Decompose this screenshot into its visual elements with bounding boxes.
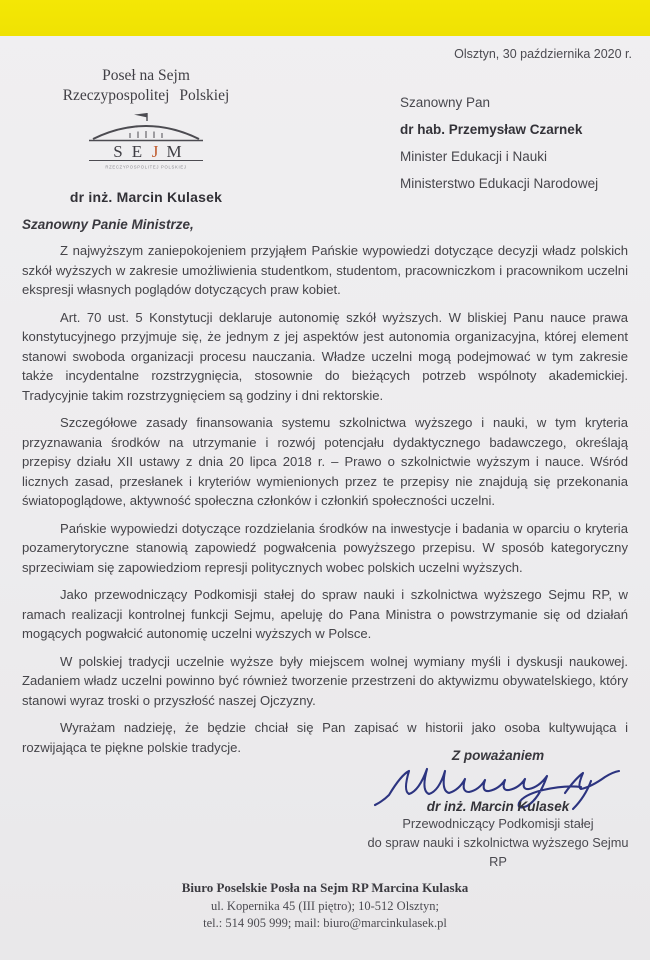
footer-contact: tel.: 514 905 999; mail: biuro@marcinkulasek.pl [203,916,447,930]
recipient-title2: Ministerstwo Edukacji Narodowej [400,176,599,191]
paragraph: Jako przewodniczący Podkomisji stałej do spraw nauki i szkolnictwa wyższego Sejmu RP, w ramach realizacji kontrolnej funkcji Sejmu, apeluję do Pana Ministra o powstrzymanie się od działań mogących pogwałcić autonomię uczelni wyższych w Polsce. [22,587,628,641]
footer-address: ul. Kopernika 45 (III piętro); 10-512 Olsztyn; [210,899,440,913]
recipient-salutation: Szanowny Pan [400,95,491,110]
sender-title [28,66,264,106]
paragraph: Pańskie wypowiedzi dotyczące rozdzielania środków na inwestycje i badania w oparciu o kryteria pozamerytoryczne stanowią zapowiedź pogwałcenia powyższego przepisu. W sposób kategoryczny sprzeciwiam się zapowiedziom represji politycznych wobec polskich uczelni wyższych. [22,520,628,575]
letter-body [22,241,628,765]
signer-title-line1: Przewodniczący Podkomisji stałej [402,816,594,831]
valediction: Z poważaniem [451,748,545,763]
paragraph: Art. 70 ust. 5 Konstytucji deklaruje autonomię szkół wyższych. W bliskiej Panu nauce prawa konstytucyjnego przyjmuje się, że jednym z jej aspektów jest autonomia organizacyjna, której element stanowi swoboda organizacji procesu nauczania. Władze uczelni mogą podejmować w tym zakresie także incydentalne rozstrzygnięcia, stosownie do bieżących potrzeb wspólnoty akademickiej. Tradycyjnie takim rozstrzygnięciem są godziny i dni rektorskie. [22,309,628,403]
logo-letter-s: S [113,142,123,161]
sejm-logo-icon [80,110,212,172]
footer-office-name: Biuro Poselskie Posła na Sejm RP Marcina Kulaska [181,880,469,895]
date-line: Olsztyn, 30 października 2020 r. [454,47,632,61]
signer-title-line2: do spraw nauki i szkolnictwa wyższego Sejmu RP [367,835,629,869]
sender-title-line1: Poseł na Sejm [102,67,190,84]
closing-block [360,748,636,871]
logo-letter-j: J [151,142,159,161]
sender-name: dr inż. Marcin Kulasek [69,189,223,205]
recipient-block [400,96,640,204]
sender-title-line2: Rzeczypospolitej Polskiej [62,87,230,104]
paragraph: W polskiej tradycji uczelnie wyższe były miejscem wolnej wymiany myśli i dyskusji naukowej. Zadaniem władz uczelni powinno być również tworzenie przestrzeni do aktywizmu obywatelskiego, który stanowi wyraz troski o przyszłość naszej Ojczyzny. [22,653,628,708]
paragraph: Z najwyższym zaniepokojeniem przyjąłem Pańskie wypowiedzi dotyczące decyzji władz polskich szkół wyższych w zakresie umożliwienia studentkom, studentom, pracowniczkom i pracownikom uczelni ekspresji własnych poglądów dotyczących praw kobiet. [22,243,628,297]
paragraph: Szczegółowe zasady finansowania systemu szkolnictwa wyższego i nauki, w tym kryteria przyznawania środków na utrzymanie i rozwój potencjału dydaktycznego badawczego, określają przepisy działu XII ustawy z dnia 20 lipca 2018 r. – Prawo o szkolnictwie wyższym i nauce. Wśród licznych zasad, przesłanek i kryteriów wymienionych przez te przepisy nie znajdują się przekonania światopoglądowe, aktywność społeczna członków i członkiń społeczności uczelni. [22,415,628,508]
signer-name: dr inż. Marcin Kulasek [426,799,570,814]
logo-subtext: RZECZYPOSPOLITEJ POLSKIEJ [105,164,187,170]
recipient-title1: Minister Edukacji i Nauki [400,149,548,164]
logo-letter-e: E [131,142,143,161]
letter-greeting: Szanowny Panie Ministrze, [22,217,194,232]
yellow-top-band [0,0,650,36]
recipient-name: dr hab. Przemysław Czarnek [400,122,583,137]
logo-letter-m: M [166,142,182,161]
sender-letterhead [28,66,264,205]
paragraph: Wyrażam nadzieję, że będzie chciał się Pan zapisać w historii jako osoba kultywująca i rozwijająca te piękne polskie tradycje. [22,720,628,755]
office-footer [0,880,650,933]
